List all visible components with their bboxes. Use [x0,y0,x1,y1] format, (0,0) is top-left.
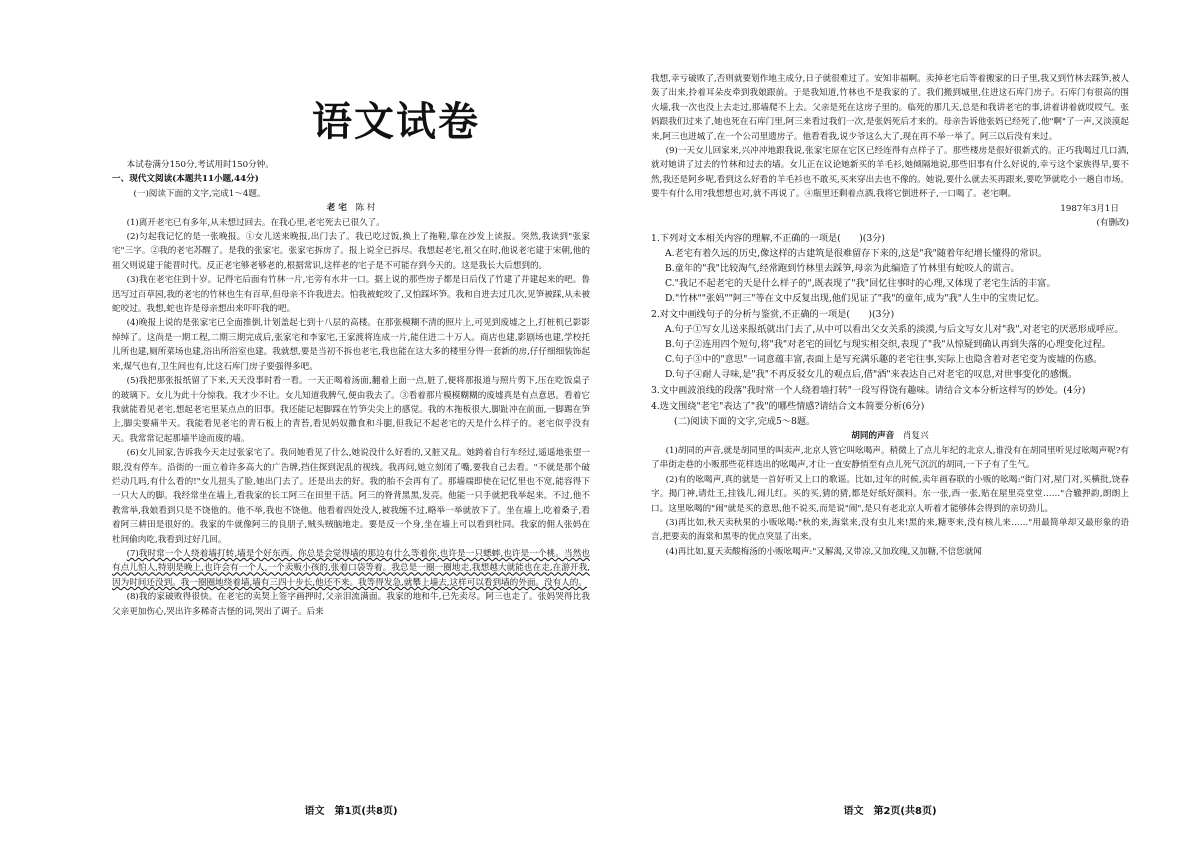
part-heading: (一)阅读下面的文字,完成1～4题。 [133,188,266,199]
paragraph: (1)胡同的声音,就是胡同里的叫卖声,北京人管它叫吆喝声。稍微上了点儿年纪的北京人,谁没有在胡同里听见过吆喝声呢?有了串街走巷的小贩那些花样迭出的吆喝声,才让一直安静悄至有点儿死气沉沉的胡同,一下子有了生气。 [651,445,1129,471]
article-title: 老 宅 陈 村 [326,203,376,214]
paragraph: (8)我的家破败得很快。在老宅的卖契上签字画押时,父亲泪流满面。我家的地和牛,已先卖尽。阿三也走了。张妈哭得比我父亲更加伤心,哭出许多稀奇古怪的词,哭出了调子。后来 [112,592,590,617]
paragraph-wavy: (7)我时常一个人绕着墙打转,墙是个好东西。你总是会觉得墙的那边有什么等着你,也许是一只蟋蟀,也许是一个桃。当然也有点儿怕人,特别是晚上,也许会有一个人,一个卖贩小孩的,张着口袋等着。我总是一圈一圈地走,我想越大就能也在走,在游开我,因为时间还没到。我一圈圈地绕着墙,墙有三四十步长,他还不来。我等得发急,就攀上墙去,这样可以看到墙的外面。没有人的。 [112,548,590,588]
paragraph: (5)我把那张报纸留了下来,天天没事时看一看。一天正喝着汤面,翻着上面一点,脏了,便将那报道与照片剪下,压在吃饭桌子的玻璃下。女儿为此十分惊我。我才少不让。女儿知道我脾气,便由我去了。③看着那片模模糊糊的废墟真是有点意思。看着它我就能看见老宅,想起老宅里某点点的旧事。我还能记起脚踩在竹笋尖尖上的感觉。我的木拖板很大,脚趾冲在前面,一脚踢在笋上,脚尖要痛半天。我能看见老宅的青石板上的青苔,看见妈奴撒食和斗腿,但我记不起老宅的天是什么样子的。老宅似乎没有天。我常常记起那墙半途而废的墙。 [112,376,590,444]
left-body [112,158,590,619]
option: C."我记不起老宅的天是什么样子的",既表现了"我"回忆往事时的心理,又体现了老宅生活的丰富。 [665,278,1056,290]
option: D.句子④耐人寻味,是"我"不再反驳女儿的观点后,借"酒"来表达自己对老宅的叹息,对世事变化的感慨。 [665,369,1078,381]
option: A.句子①写女儿送来报纸就出门去了,从中可以看出父女关系的淡漠,与后文写女儿对"我",对老宅的厌恶形成呼应。 [665,324,1124,336]
exam-title: 语文试卷 [312,99,480,145]
option: B.句子②连用四个短句,将"我"对老宅的回忆与现实相交织,表现了"我"从惊疑到确认再到失落的心理变化过程。 [665,339,1111,351]
paragraph: (2)有的吆喝声,真的就是一首好听又上口的歌谣。比如,过年的时候,卖年画春联的小贩的吆喝:"街门对,屋门对,买横批,饶春字。揭门神,请灶王,挂钱儿,闹儿红。买的买,猜的猜,都是好纸好颜料。东一张,西一张,贴在屋里亮堂堂……"合辙押韵,朗朗上口。这里吆喝的"闹"就是买的意思,他不说买,而是说"闹",是只有老北京人听着才能够体会得到的亲切劲儿。 [651,474,1129,514]
option: D."竹林""张妈""阿三"等在文中反复出现,他们见证了"我"的童年,成为"我"人生中的宝贵记忆。 [665,293,1045,305]
paragraph: (4)晚报上说的是张家宅已全面推倒,计划盖起七到十八层的高楼。在那张模糊不清的照片上,可见到废墟之上,打桩机已影影绰绰了。这尚是一期工程,二期三期完成后,张家宅和李家宅,王家渡将连成一片,能住进二十万人。商店也建,影剧场也建,学校托儿所也建,厕所菜场也建,浴出所浴室也建。我就想,要是当初不拆也老宅,我也能在这大多的楼里分得一套新的房,仔仔细细装饰起来,煤气也有,卫生间也有,比这石库门房子要强得多吧。 [112,318,590,372]
option: C.句子③中的"意思"一词意蕴丰富,表面上是写充满乐趣的老宅往事,实际上也隐含着对老宅变为废墟的伤感。 [665,354,1103,366]
paragraph: (3)再比如,秋天卖秋果的小贩吆喝:"秋的来,海棠来,没有虫儿来!黑的来,糖枣来,没有核儿来……"用最简单却又最形象的语言,把要卖的海棠和黑枣的优点突显了出来。 [651,517,1129,543]
question: 3.文中画波浪线的段落"我时常一个人绕着墙打转"一段写得饶有趣味。请结合文本分析这样写的妙处。(4分) [651,385,1086,397]
option: B.童年的"我"比较淘气,经常跑到竹林里去踩笋,母亲为此编造了竹林里有蛇咬人的谎言。 [665,263,1020,275]
part-heading: (二)阅读下面的文字,完成5～8题。 [674,416,816,428]
paragraph: (1)离开老宅已有多年,从未想过回去。在我心里,老宅死去已很久了。 [126,217,385,228]
questions [651,231,1129,429]
question: 1.下列对文本相关内容的理解,不正确的一项是( )(3分) [651,233,885,245]
page-footer: 语文 第2页(共8页) [843,806,937,817]
option: A.老宅有着久远的历史,像这样的古建筑是很难留存下来的,这是"我"随着年纪增长懂得的常识。 [665,248,1048,260]
right-body [651,72,1129,559]
exam-intro: 本试卷满分150分,考试用时150分钟。 [126,160,274,170]
paragraph: (4)再比如,夏天卖酸梅汤的小贩吆喝声:"又解渴,又带凉,又加玫瑰,又加糖,不信您就闻 [665,546,982,557]
paragraph: (3)我在老宅住到十岁。记得宅后面有竹林一片,宅旁有水井一口。据上说的那些房子都是日后伐了竹建了并建起来的吧。鲁迅写过百草园,我的老宅的竹林也生有百草,但母亲不许我进去。怕我被蛇咬了,又怕踩坏笋。我和自进去过几次,见笋被踩,从未被蛇咬过。我想,蛇也许是母亲想出来吓吓我的吧。 [112,275,590,315]
question: 4.选文围绕"老宅"表达了"我"的哪些情感?请结合文本简要分析(6分) [651,401,925,413]
paragraph: (2)匀起我记忆的是一张晚报。①女儿送来晚报,出门去了。我已吃过饭,换上了拖鞋,靠在沙发上读报。突然,我读到"张家宅"三字。②我的老宅苏醒了。是我的张家宅。张家宅拆房了。报上说全已拆尽。我想起老宅,祖父在时,他说老宅建于宋朝,他的祖父则说建于能晋时代。反正老宅够老够老的,根据常识,这样老的宅子是不可能存到今天的。这是我长大后想到的。 [112,232,590,271]
question: 2.对文中画线句子的分析与鉴赏,不正确的一项是( )(3分) [651,309,895,321]
paragraph: (9)一天女儿回家来,兴冲冲地跟我说,张家宅原在它区已经连得有点样子了。那些楼房是很好很新式的。正巧我喝过几口酒,就对她讲了过去的竹林和过去的墙。女儿正在议论她新买的羊毛衫,她倾隔地说,那些旧事有什么好说的,幸亏这个家族得早,要不然,我还是阿乡呢,看到这么好看的羊毛衫也不敢买,买来穿出去也不像的。她说,要什么就去买再跟来,要吃笋就吃小一趟自市场。要牛有什么用?我想想也对,就不再说了。④瓶里还剩着点酒,我将它倒进杯子,一口喝了。老宅啊。 [651,146,1129,200]
paragraph: (6)女儿回家,告诉我今天走过张家宅了。我问她看见了什么,她说没什么好看的,又脏又乱。她跨着自行车经过,遥遥地张望一眼,没有停车。沿街的一面立着许多高大的广告牌,挡住探到泥乱的视线。我再问,她立刻闭了嘴,要我自己去看。"不就是那个破烂动几吗,有什么看的!"女儿扭头了脸,她出门去了。还是出去的好。我的胎不会再有了。那墙端即使在记忆里也不宽,能容得下一只大人的脚。我经常坐在墙上,看我家的长工阿三在田里干活。阿三的脊背黑黑,发亮。他能一只手就把我举起来。不过,他不教常举,我娘看到只是不饶他的。他不举,我也不饶他。他看着四处没人,被我缠不过,略举一举就放下了。坐在墙上,吃着桑子,看着阿三耕田是很好的。我家的牛就像阿三的良朋子,贼头贼脑地走。要是反一个身,坐在墙上可以看到杜同。我家的佣人张妈在杜间偷肉吃,我看到过好几回。 [112,448,590,545]
article-title: 胡同的声音 肖复兴 [851,431,929,442]
paragraph: 我想,幸亏破败了,否则就要划作地主成分,日子就很难过了。安知非福啊。卖掉老宅后等着搬家的日子里,我又到竹林去踩笋,被人轰了出来,拎着耳朵皮牵到我娘跟前。于是我知道,竹林也不是我家的了。我们搬到城里,住进这石库门房子。石库门有很高的围火墙,我一次也没上去走过,那墙爬不上去。父亲是死在这房子里的。临死的那几天,总是和我讲老宅的事,讲着讲着就哎哎气。张妈跟我们过来了,她也死在石库门里,阿三来看过我们一次,是张妈死后才来的。母亲告诉他张妈已经死了,他"啊"了一声,又淡漠起来,阿三也进城了,在一个公司里遗房子。他看看我,说少爷这么大了,现在再不举一举了。阿三以后没有来过。 [651,74,1129,142]
page-footer: 语文 第1页(共8页) [304,806,398,817]
article-date: 1987年3月1日 [1060,203,1119,214]
page-right [651,0,1129,849]
page-left [112,0,590,849]
edit-note: (有删改) [1096,218,1129,229]
section-heading: 一、现代文阅读(本题共11小题,44分) [112,174,259,185]
